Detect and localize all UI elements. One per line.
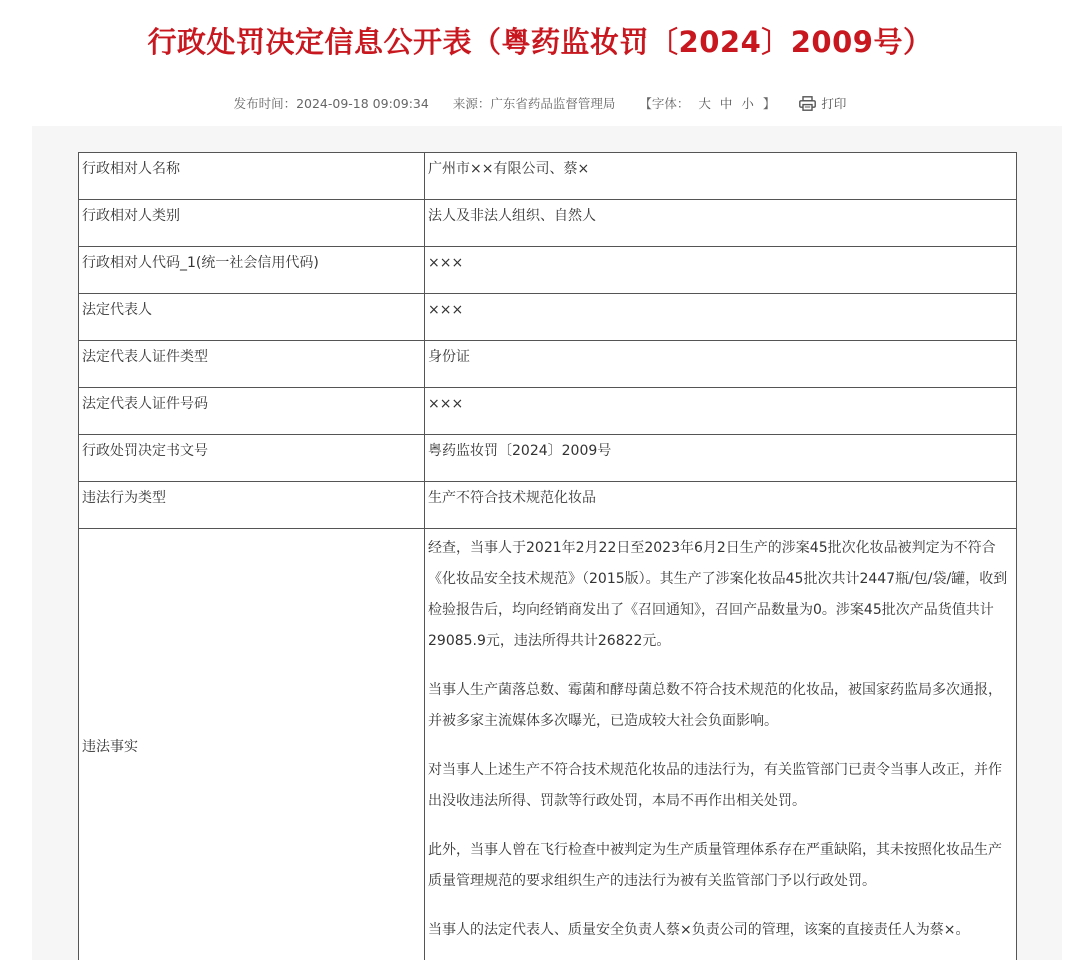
font-size-small-button[interactable]: 小 xyxy=(741,96,754,111)
row-value: 粤药监妆罚〔2024〕2009号 xyxy=(425,435,1017,482)
facts-paragraph: 当事人的法定代表人、质量安全负责人蔡×负责公司的管理，该案的直接责任人为蔡×。 xyxy=(428,922,970,938)
font-size-label-end: 】 xyxy=(762,96,776,111)
row-label: 行政相对人类别 xyxy=(79,200,425,247)
row-value: ××× xyxy=(425,247,1017,294)
page-title: 行政处罚决定信息公开表（粤药监妆罚〔2024〕2009号） xyxy=(147,25,933,59)
article-meta-bar xyxy=(0,92,1080,114)
font-size-medium-button[interactable]: 中 xyxy=(719,96,733,111)
row-label: 行政相对人代码_1(统一社会信用代码) xyxy=(79,247,425,294)
publish-time: 发布时间：2024-09-18 09:09:34 xyxy=(233,96,429,111)
row-value: 法人及非法人组织、自然人 xyxy=(425,200,1017,247)
row-label: 行政处罚决定书文号 xyxy=(79,435,425,482)
facts-label: 违法事实 xyxy=(79,529,425,960)
print-button[interactable] xyxy=(799,94,846,112)
row-value: 身份证 xyxy=(425,341,1017,388)
printer-icon xyxy=(799,96,816,111)
penalty-info-table xyxy=(78,152,1017,960)
row-value: ××× xyxy=(425,388,1017,435)
row-label: 行政相对人名称 xyxy=(79,153,425,200)
facts-value xyxy=(425,529,1017,960)
table-row xyxy=(79,294,1017,341)
row-label: 违法行为类型 xyxy=(79,482,425,529)
table-row xyxy=(79,200,1017,247)
print-label: 打印 xyxy=(821,96,847,111)
row-label: 法定代表人证件号码 xyxy=(79,388,425,435)
table-row xyxy=(79,388,1017,435)
table-row xyxy=(79,435,1017,482)
row-value: 广州市××有限公司、蔡× xyxy=(425,153,1017,200)
table-row xyxy=(79,482,1017,529)
table-row xyxy=(79,341,1017,388)
font-size-label: 【字体： xyxy=(639,96,690,111)
table-row-facts xyxy=(79,529,1017,960)
row-value: ××× xyxy=(425,294,1017,341)
font-size-large-button[interactable]: 大 xyxy=(698,96,711,111)
table-row xyxy=(79,153,1017,200)
row-label: 法定代表人证件类型 xyxy=(79,341,425,388)
facts-paragraph: 经查，当事人于2021年2月22日至2023年6月2日生产的涉案45批次化妆品被判定为不符合《化妆品安全技术规范》（2015版）。其生产了涉案化妆品45批次共计2447瓶/包/袋/罐，收到检验报告后，均向经销商发出了《召回通知》，召回产品数量为0。涉案45批次产品货值共计29085.9元，违法所得共计26822元。 xyxy=(428,540,1008,649)
row-value: 生产不符合技术规范化妆品 xyxy=(425,482,1017,529)
facts-paragraph: 当事人生产菌落总数、霉菌和酵母菌总数不符合技术规范的化妆品，被国家药监局多次通报，并被多家主流媒体多次曝光，已造成较大社会负面影响。 xyxy=(428,682,1002,729)
source: 来源：广东省药品监督管理局 xyxy=(452,96,616,111)
row-label: 法定代表人 xyxy=(79,294,425,341)
facts-paragraph: 此外，当事人曾在飞行检查中被判定为生产质量管理体系存在严重缺陷，其未按照化妆品生产质量管理规范的要求组织生产的违法行为被有关监管部门予以行政处罚。 xyxy=(428,842,1002,889)
facts-paragraph: 对当事人上述生产不符合技术规范化妆品的违法行为，有关监管部门已责令当事人改正，并作出没收违法所得、罚款等行政处罚，本局不再作出相关处罚。 xyxy=(428,762,1002,809)
table-row xyxy=(79,247,1017,294)
